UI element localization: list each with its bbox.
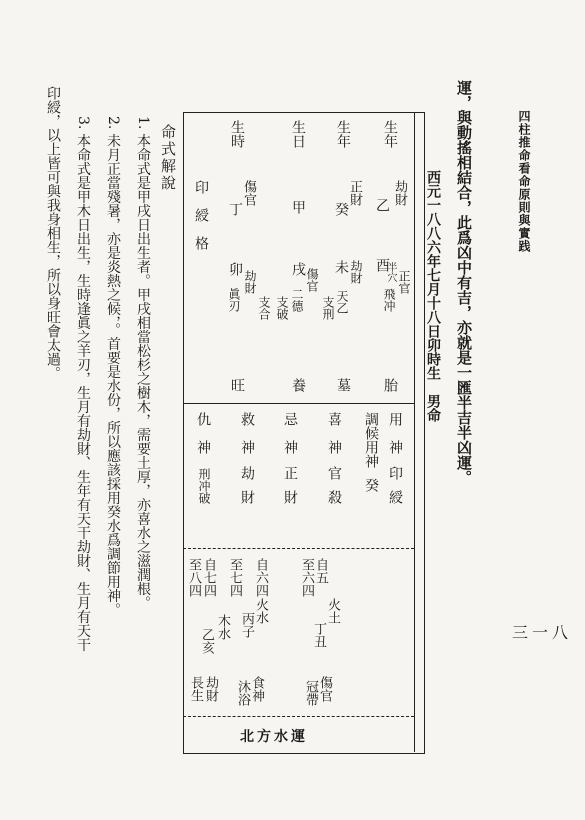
zhi-note: 半穴 [385, 262, 396, 282]
explanation-line: 2. 未月正當殘暑，亦是炎熱之候，。首要是水份，所以應該採用癸水爲調節用神。 [105, 116, 121, 617]
luck-range: 自七四 [201, 558, 216, 597]
pillar-gan: 癸 [333, 202, 349, 216]
god-value: 癸 [363, 478, 379, 492]
chart-title: 西元一八八六年七月十八日卯時生 男命 [425, 170, 441, 422]
god-value: 印綬 [387, 466, 403, 514]
luck-phase: 沐浴 [235, 680, 250, 706]
luck-range: 自六四 [253, 558, 268, 597]
zhi-note: 支破 [275, 296, 289, 320]
pillar-gan-god: 傷官 [241, 180, 256, 206]
pillar-label: 生時 [229, 120, 245, 148]
gods-divider [183, 548, 414, 549]
god-value: 官殺 [326, 466, 342, 514]
pillar-zhi: 卯 [227, 262, 243, 276]
pillar-label: 生日 [290, 120, 306, 148]
pillar-phase: 墓 [335, 378, 351, 392]
pillar-label: 生年 [382, 120, 398, 148]
luck-element: 火水 [253, 598, 268, 624]
god-label: 仇神 [195, 412, 211, 468]
god-label: 忌神 [282, 412, 298, 468]
pillar-gan: 甲 [290, 200, 306, 214]
luck-ganzhi: 乙亥 [199, 628, 214, 654]
luck-element: 火土 [325, 598, 340, 624]
luck-range: 至七四 [227, 558, 242, 597]
explanation-line: 1. 本命式是甲戌日出生者。甲戌相當松杉之樹木，需要土厚，亦喜水之滋潤根。 [135, 116, 151, 610]
pillar-gan-god: 正財 [347, 180, 362, 206]
luck-ganzhi: 丁丑 [311, 622, 326, 648]
luck-element: 木水 [215, 614, 230, 640]
god-value: 劫財 [239, 466, 255, 514]
zhi-note: 飛冲 [382, 288, 396, 312]
pillar-phase: 旺 [229, 378, 245, 392]
pillar-gan: 乙 [374, 198, 390, 212]
luck-footer: 北方水運 [240, 729, 308, 745]
pillar-gan: 丁 [227, 202, 243, 216]
luck-range: 至六四 [299, 558, 314, 597]
luck-range: 自五 [313, 558, 328, 584]
pillar-zhi: 戌 [290, 262, 306, 276]
zhi-note: 眞刃 [227, 288, 241, 312]
title-divider [414, 112, 415, 752]
intro-line: 運，與動搖相結合，此爲凶中有吉，亦就是一匯半吉半凶運。 [455, 80, 473, 485]
luck-god: 劫財 [203, 676, 218, 702]
zhi-note: 傷官 [305, 268, 319, 292]
zhi-note: 正官 [397, 270, 411, 294]
zhi-note: 二德 [290, 288, 304, 312]
explanation-line: 3. 本命式是甲木日出生，生時逢眞之羊刃，生月有劫財、生年有天干劫財、生月有天干 [75, 116, 91, 652]
luck-range: 至八四 [186, 558, 201, 597]
pillar-phase: 養 [290, 378, 306, 392]
pillar-zhi: 酉 [374, 258, 390, 272]
luck-god: 食神 [249, 676, 264, 702]
luck-ganzhi: 丙子 [239, 612, 254, 638]
pillar-label: 生年 [335, 120, 351, 148]
zhi-note: 劫財 [243, 270, 257, 294]
god-label: 調候用神 [363, 412, 379, 468]
god-label: 用神 [387, 412, 403, 468]
pattern-label: 印綬格 [193, 180, 209, 264]
explanation-line: 印綬，以上皆可與我身相生，所以身旺會太過。 [45, 86, 61, 380]
god-note: 刑冲破 [197, 468, 211, 504]
zhi-note: 支刑 [321, 296, 335, 320]
luck-phase: 冠帶 [303, 680, 318, 706]
zhi-note: 劫財 [349, 260, 363, 284]
zhi-note: 支合 [257, 296, 271, 320]
pillar-gan-god: 劫財 [392, 180, 407, 206]
page-number: 三一八 [512, 623, 573, 642]
pillar-divider [183, 403, 414, 404]
pillar-phase: 胎 [382, 378, 398, 392]
god-label: 喜神 [326, 412, 342, 468]
god-value: 正財 [282, 466, 298, 514]
zhi-note: 天乙 [335, 290, 349, 314]
pillar-zhi: 未 [333, 260, 349, 274]
luck-phase: 長生 [188, 676, 203, 702]
book-title: 四柱推命看命原則與實践 [517, 110, 531, 253]
explanation-title: 命式解說 [159, 124, 177, 192]
god-label: 救神 [239, 412, 255, 468]
luck-god: 傷官 [317, 676, 332, 702]
luck-divider [183, 716, 414, 717]
